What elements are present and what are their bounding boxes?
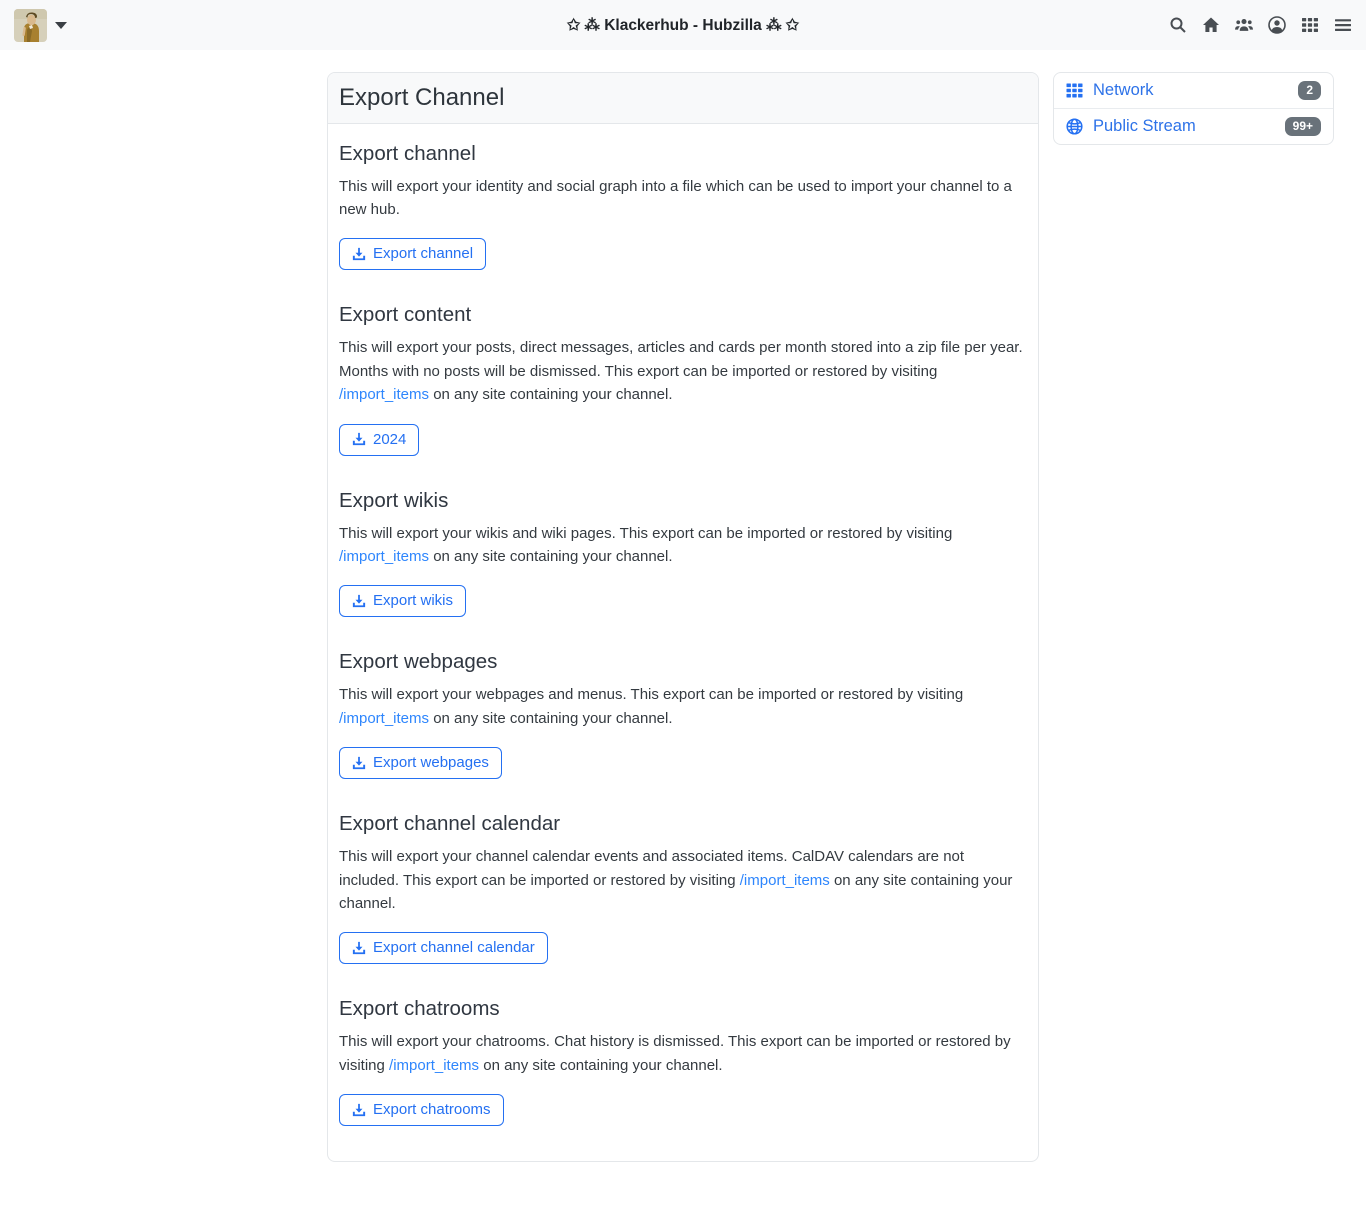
section-export-channel	[339, 142, 1027, 288]
sidebar-item-network[interactable]	[1054, 73, 1333, 108]
section-export-wikis	[339, 489, 1027, 635]
navbar-actions	[1169, 16, 1352, 34]
download-icon	[352, 756, 366, 770]
download-icon	[352, 941, 366, 955]
import-items-link[interactable]: /import_items	[339, 547, 430, 565]
section-heading: Export webpages	[339, 650, 498, 674]
section-export-calendar	[339, 812, 1027, 981]
network-count-badge: 2	[1298, 81, 1321, 100]
import-items-link[interactable]: /import_items	[339, 386, 430, 404]
section-export-webpages	[339, 650, 1027, 796]
section-heading: Export content	[339, 303, 472, 327]
download-icon	[352, 247, 366, 261]
export-channel-panel	[327, 72, 1039, 1162]
sidebar-item-label: Public Stream	[1093, 117, 1196, 135]
apps-grid-icon[interactable]	[1301, 16, 1319, 34]
home-icon[interactable]	[1202, 16, 1220, 34]
section-description: This will export your wikis and wiki pages. This export can be imported or restored by visiting /import_items on any site containing your channel.	[339, 524, 953, 565]
export-calendar-button[interactable]: Export channel calendar	[339, 932, 548, 964]
section-export-chatrooms	[339, 997, 1027, 1143]
page-title: Export Channel	[328, 73, 1038, 124]
section-description: This will export your chatrooms. Chat history is dismissed. This export can be imported or restored by visiting /import_items on any site containing your channel.	[339, 1033, 1011, 1074]
globe-icon	[1066, 118, 1083, 135]
export-channel-button[interactable]: Export channel	[339, 238, 486, 270]
avatar[interactable]	[14, 9, 47, 42]
sidebar-item-public-stream[interactable]	[1054, 108, 1333, 144]
export-content-2024-button[interactable]: 2024	[339, 424, 419, 456]
section-heading: Export channel	[339, 141, 476, 165]
import-items-link[interactable]: /import_items	[339, 709, 430, 727]
section-description: This will export your channel calendar events and associated items. CalDAV calendars are not included. This export can be imported or restored by visiting /import_items on any site containing your channel.	[339, 848, 1013, 912]
export-webpages-button[interactable]: Export webpages	[339, 747, 502, 779]
sidebar-item-label: Network	[1093, 81, 1154, 99]
section-heading: Export channel calendar	[339, 812, 561, 836]
stream-widget	[1053, 72, 1334, 145]
menu-icon[interactable]	[1334, 16, 1352, 34]
section-description: This will export your posts, direct messages, articles and cards per month stored into a zip file per year. Months with no posts will be dismissed. This export can be imported or restored by visiting /import_items on any site containing your channel.	[339, 339, 1023, 404]
download-icon	[352, 594, 366, 608]
import-items-link[interactable]: /import_items	[739, 871, 830, 889]
download-icon	[352, 1103, 366, 1117]
user-menu[interactable]	[14, 9, 67, 42]
account-circle-icon[interactable]	[1268, 16, 1286, 34]
search-icon[interactable]	[1169, 16, 1187, 34]
download-icon	[352, 432, 366, 446]
grid-people-icon[interactable]	[1235, 16, 1253, 34]
section-description: This will export your webpages and menus. This export can be imported or restored by visiting /import_items on any site containing your channel.	[339, 686, 964, 727]
export-chatrooms-button[interactable]: Export chatrooms	[339, 1094, 504, 1126]
import-items-link[interactable]: /import_items	[389, 1056, 480, 1074]
navbar	[0, 0, 1366, 50]
section-heading: Export wikis	[339, 488, 449, 512]
section-export-content	[339, 303, 1027, 472]
export-wikis-button[interactable]: Export wikis	[339, 585, 466, 617]
public-stream-count-badge: 99+	[1285, 117, 1321, 136]
site-title: ✩ ⁂ Klackerhub - Hubzilla ⁂ ✩	[567, 16, 799, 34]
section-description: This will export your identity and social graph into a file which can be used to import your channel to a new hub.	[339, 177, 1012, 218]
section-heading: Export chatrooms	[339, 997, 500, 1021]
grid-icon	[1066, 82, 1083, 99]
chevron-down-icon	[55, 22, 67, 29]
